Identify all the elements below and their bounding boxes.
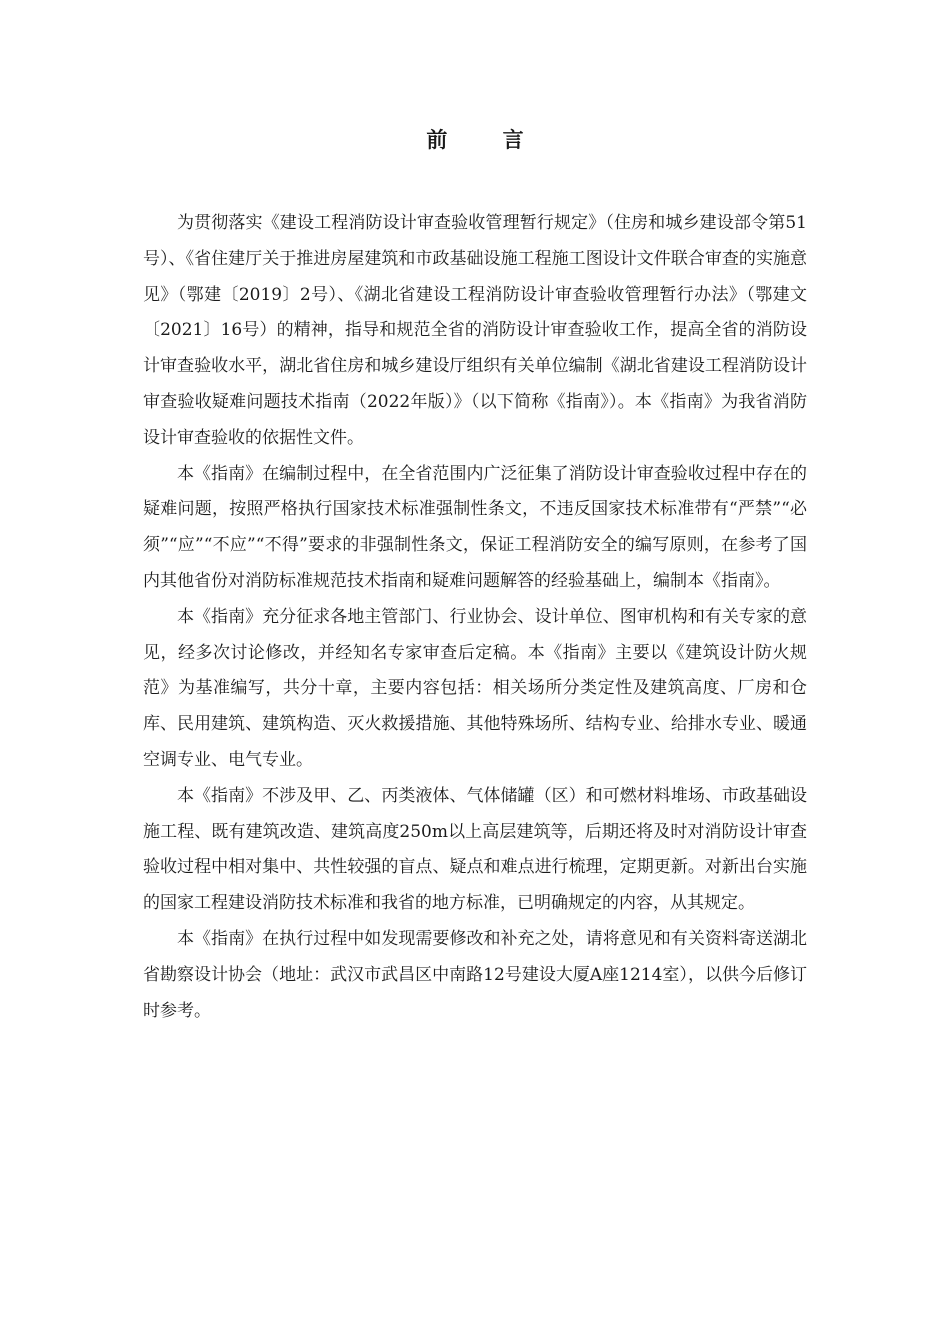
paragraph-content: 本《指南》充分征求各地主管部门、行业协会、设计单位、图审机构和有关专家的意见，经多次讨论修改，并经知名专家审查后定稿。本《指南》主要以《建筑设计防火规范》为基准编写，共分十章，主要内容包括：相关场所分类定性及建筑高度、厂房和仓库、民用建筑、建筑构造、灭火救援措施、其他特殊场所、结构专业、给排水专业、暖通空调专业、电气专业。: [143, 606, 807, 770]
document-body: [143, 206, 807, 1029]
paragraph-scope: 本《指南》不涉及甲、乙、丙类液体、气体储罐（区）和可燃材料堆场、市政基础设施工程、既有建筑改造、建筑高度250m以上高层建筑等，后期还将及时对消防设计审查验收过程中相对集中、共性较强的盲点、疑点和难点进行梳理，定期更新。对新出台实施的国家工程建设消防技术标准和我省的地方标准，已明确规定的内容，从其规定。: [143, 785, 807, 914]
page-title: 前 言: [426, 127, 548, 152]
paragraph-purpose: 为贯彻落实《建设工程消防设计审查验收管理暂行规定》（住房和城乡建设部令第51号）、《省住建厅关于推进房屋建筑和市政基础设施工程施工图设计文件联合审查的实施意见》（鄂建〔2019〕2号）、《湖北省建设工程消防设计审查验收管理暂行办法》（鄂建文〔2021〕16号）的精神，指导和规范全省的消防设计审查验收工作，提高全省的消防设计审查验收水平，湖北省住房和城乡建设厅组织有关单位编制《湖北省建设工程消防设计审查验收疑难问题技术指南（2022年版）》（以下简称《指南》）。本《指南》为我省消防设计审查验收的依据性文件。: [143, 213, 807, 448]
paragraph-feedback: 本《指南》在执行过程中如发现需要修改和补充之处，请将意见和有关资料寄送湖北省勘察设计协会（地址：武汉市武昌区中南路12号建设大厦A座1214室），以供今后修订时参考。: [143, 928, 807, 1021]
paragraph-compilation: 本《指南》在编制过程中，在全省范围内广泛征集了消防设计审查验收过程中存在的疑难问题，按照严格执行国家技术标准强制性条文，不违反国家技术标准带有“严禁”“必须”“应”“不应”“不得”要求的非强制性条文，保证工程消防安全的编写原则，在参考了国内其他省份对消防标准规范技术指南和疑难问题解答的经验基础上，编制本《指南》。: [143, 463, 807, 591]
